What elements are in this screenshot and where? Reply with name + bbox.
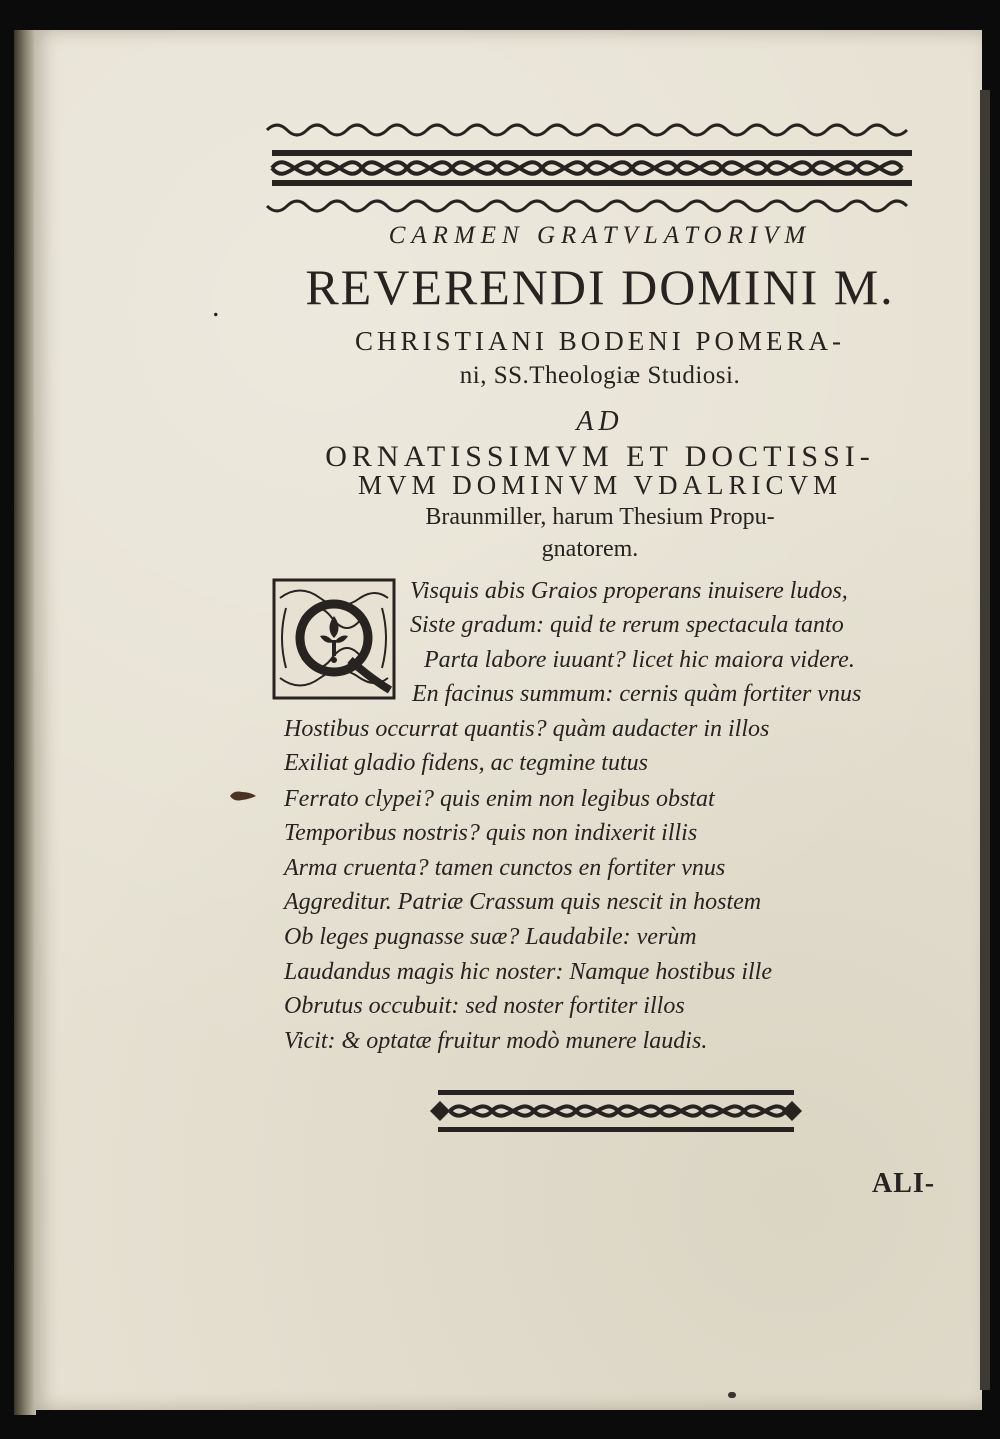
verse-line: Visquis abis Graios properans inuisere ludos, bbox=[410, 578, 848, 604]
decorated-initial-q bbox=[272, 578, 396, 700]
addressee-line-1: ORNATISSIMVM ET DOCTISSI- bbox=[325, 440, 875, 473]
headpiece-ornament bbox=[262, 118, 922, 218]
tailpiece-ornament bbox=[430, 1082, 802, 1140]
book-spine-edge bbox=[14, 30, 36, 1415]
addressee-line-3: Braunmiller, harum Thesium Propu- bbox=[425, 504, 775, 530]
verse-line: Arma cruenta? tamen cunctos en fortiter vnus bbox=[284, 855, 726, 881]
addressee-line-2: MVM DOMINVM VDALRICVM bbox=[357, 470, 843, 500]
catchword: ALI- bbox=[872, 1168, 936, 1199]
ink-speck bbox=[728, 1392, 736, 1398]
verse-line: Vicit: & optatæ fruitur modò munere laudis. bbox=[284, 1028, 708, 1054]
title-reverendi-domini: REVERENDI DOMINI M. bbox=[305, 259, 895, 315]
verse-line: Parta labore iuuant? licet hic maiora videre. bbox=[424, 647, 855, 673]
pointing-hand-icon bbox=[228, 788, 258, 804]
ad-heading: AD bbox=[576, 406, 624, 437]
verse-line: Obrutus occubuit: sed noster fortiter illos bbox=[284, 993, 685, 1019]
verse-line: En facinus summum: cernis quàm fortiter vnus bbox=[412, 681, 862, 707]
addressee-line-4: gnatorem. bbox=[541, 536, 639, 562]
title-carmen-gratulatorium: CARMEN GRATVLATORIVM bbox=[388, 222, 812, 249]
verse-line: Exiliat gladio fidens, ac tegmine tutus bbox=[284, 750, 648, 776]
verse-line: Aggreditur. Patriæ Crassum quis nescit in hostem bbox=[284, 889, 762, 915]
verse-line: Ferrato clypei? quis enim non legibus obstat bbox=[284, 786, 715, 812]
stray-dot: . bbox=[212, 290, 220, 323]
verse-line: Siste gradum: quid te rerum spectacula tanto bbox=[410, 612, 844, 638]
verse-line: Ob leges pugnasse suæ? Laudabile: verùm bbox=[284, 924, 697, 950]
verse-line: Laudandus magis hic noster: Namque hostibus ille bbox=[284, 959, 773, 985]
verse-line: Hostibus occurrat quantis? quàm audacter in illos bbox=[284, 716, 770, 742]
verse-line: Temporibus nostris? quis non indixerit illis bbox=[284, 820, 698, 846]
title-theologiae-studiosi: ni, SS.Theologiæ Studiosi. bbox=[459, 362, 741, 389]
title-christiani-bodeni: CHRISTIANI BODENI POMERA- bbox=[355, 326, 845, 356]
